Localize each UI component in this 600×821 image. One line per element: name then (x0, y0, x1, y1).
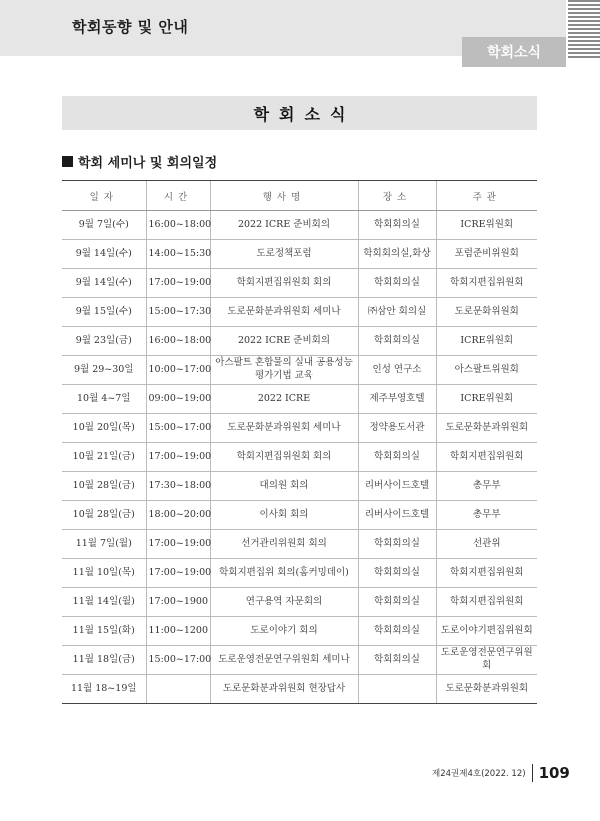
cell-place: 학회회의실,화상 (358, 240, 436, 269)
cell-event: 도로정책포럼 (210, 240, 358, 269)
cell-event: 도로이야기 회의 (210, 617, 358, 646)
table-row (62, 559, 537, 588)
cell-time: 17:00~1900 (146, 588, 210, 617)
cell-date: 10월 4~7일 (62, 385, 146, 414)
column-header-time: 시간 (146, 181, 210, 211)
section-title: 학회동향 및 안내 (72, 18, 189, 36)
cell-date: 11월 7일(월) (62, 530, 146, 559)
cell-event: 연구용역 자문회의 (210, 588, 358, 617)
cell-date: 11월 18~19일 (62, 675, 146, 704)
table-row (62, 675, 537, 704)
cell-event: 학회지편집위원회 회의 (210, 269, 358, 298)
cell-time: 17:00~19:00 (146, 559, 210, 588)
table-row (62, 646, 537, 675)
cell-place: 학회회의실 (358, 530, 436, 559)
table-row (62, 472, 537, 501)
table-row (62, 269, 537, 298)
cell-host: 총무부 (436, 472, 537, 501)
table-row (62, 414, 537, 443)
cell-time: 17:00~19:00 (146, 530, 210, 559)
cell-time: 17:00~19:00 (146, 443, 210, 472)
cell-time: 17:30~18:00 (146, 472, 210, 501)
cell-date: 10월 28일(금) (62, 472, 146, 501)
table-row (62, 617, 537, 646)
black-square-icon (62, 156, 73, 167)
cell-date: 11월 10일(목) (62, 559, 146, 588)
cell-time: 16:00~18:00 (146, 327, 210, 356)
cell-place: 학회회의실 (358, 269, 436, 298)
section-tab: 학회소식 (462, 37, 566, 67)
cell-date: 11월 18일(금) (62, 646, 146, 675)
banner-title: 학회소식 (253, 104, 356, 124)
cell-date: 10월 21일(금) (62, 443, 146, 472)
cell-place: 정약용도서관 (358, 414, 436, 443)
cell-time: 15:00~17:00 (146, 646, 210, 675)
cell-time: 14:00~15:30 (146, 240, 210, 269)
cell-place: 학회회의실 (358, 327, 436, 356)
subheading-text: 학회 세미나 및 회의일정 (78, 156, 218, 171)
cell-host: 총무부 (436, 501, 537, 530)
cell-place: 제주부영호텔 (358, 385, 436, 414)
cell-place: 학회회의실 (358, 211, 436, 240)
cell-host: 도로이야기편집위원회 (436, 617, 537, 646)
table-row (62, 530, 537, 559)
cell-place (358, 675, 436, 704)
issue-info: 제24권제4호(2022. 12) (432, 769, 526, 779)
table-row (62, 298, 537, 327)
cell-event: 학회지편집위원회 회의 (210, 443, 358, 472)
cell-place: ㈜삼안 회의실 (358, 298, 436, 327)
page-banner (62, 96, 537, 130)
table-header-row (62, 181, 537, 211)
cell-place: 학회회의실 (358, 646, 436, 675)
cell-place: 학회회의실 (358, 588, 436, 617)
column-header-place: 장소 (358, 181, 436, 211)
cell-host: 학회지편집위원회 (436, 588, 537, 617)
schedule-table (62, 180, 537, 704)
cell-host: 도로문화분과위원회 (436, 675, 537, 704)
cell-host: 도로문화분과위원회 (436, 414, 537, 443)
cell-date: 9월 29~30일 (62, 356, 146, 385)
cell-time: 17:00~19:00 (146, 269, 210, 298)
cell-time: 16:00~18:00 (146, 211, 210, 240)
cell-place: 인성 연구소 (358, 356, 436, 385)
table-row (62, 211, 537, 240)
cell-host: ICRE위원회 (436, 211, 537, 240)
cell-host: 도로운영전문연구위원회 (436, 646, 537, 675)
subheading (62, 152, 217, 171)
cell-event: 도로문화분과위원회 세미나 (210, 414, 358, 443)
cell-host: ICRE위원회 (436, 327, 537, 356)
cell-time: 11:00~1200 (146, 617, 210, 646)
cell-date: 10월 20일(목) (62, 414, 146, 443)
cell-place: 학회회의실 (358, 443, 436, 472)
cell-event: 대의원 회의 (210, 472, 358, 501)
cell-host: 도로문화위원회 (436, 298, 537, 327)
page-number: 109 (538, 764, 570, 782)
cell-place: 학회회의실 (358, 617, 436, 646)
table-row (62, 356, 537, 385)
cell-date: 9월 15일(수) (62, 298, 146, 327)
cell-event: 2022 ICRE 준비회의 (210, 211, 358, 240)
decorative-stripes (568, 0, 600, 60)
cell-host: 학회지편집위원회 (436, 269, 537, 298)
column-header-date: 일자 (62, 181, 146, 211)
cell-time: 15:00~17:00 (146, 414, 210, 443)
footer-divider (532, 764, 533, 782)
table-body (62, 211, 537, 704)
cell-event: 도로문화분과위원회 현장답사 (210, 675, 358, 704)
cell-event: 아스팔트 혼합물의 실내 공용성능 평가기법 교육 (210, 356, 358, 385)
cell-host: 아스팔트위원회 (436, 356, 537, 385)
cell-place: 학회회의실 (358, 559, 436, 588)
page-footer (432, 764, 570, 782)
cell-event: 2022 ICRE 준비회의 (210, 327, 358, 356)
cell-date: 11월 14일(월) (62, 588, 146, 617)
cell-host: 학회지편집위원회 (436, 443, 537, 472)
cell-event: 도로문화분과위원회 세미나 (210, 298, 358, 327)
column-header-host: 주관 (436, 181, 537, 211)
cell-time: 10:00~17:00 (146, 356, 210, 385)
cell-date: 9월 23일(금) (62, 327, 146, 356)
cell-host: 선관위 (436, 530, 537, 559)
cell-event: 이사회 회의 (210, 501, 358, 530)
table-row (62, 327, 537, 356)
cell-place: 리버사이드호텔 (358, 501, 436, 530)
cell-host: 포럼준비위원회 (436, 240, 537, 269)
table-row (62, 588, 537, 617)
cell-date: 11월 15일(화) (62, 617, 146, 646)
cell-time: 18:00~20:00 (146, 501, 210, 530)
table-row (62, 385, 537, 414)
column-header-event: 행사명 (210, 181, 358, 211)
cell-event: 선거관리위원회 회의 (210, 530, 358, 559)
cell-date: 9월 14일(수) (62, 269, 146, 298)
cell-place: 리버사이드호텔 (358, 472, 436, 501)
cell-host: 학회지편집위원회 (436, 559, 537, 588)
table-row (62, 501, 537, 530)
cell-event: 학회지편집위 회의(홈커밍데이) (210, 559, 358, 588)
cell-time: 15:00~17:30 (146, 298, 210, 327)
cell-event: 2022 ICRE (210, 385, 358, 414)
cell-date: 9월 7일(수) (62, 211, 146, 240)
cell-time (146, 675, 210, 704)
table-row (62, 240, 537, 269)
cell-host: ICRE위원회 (436, 385, 537, 414)
cell-time: 09:00~19:00 (146, 385, 210, 414)
cell-date: 9월 14일(수) (62, 240, 146, 269)
cell-event: 도로운영전문연구위원회 세미나 (210, 646, 358, 675)
cell-date: 10월 28일(금) (62, 501, 146, 530)
table-row (62, 443, 537, 472)
